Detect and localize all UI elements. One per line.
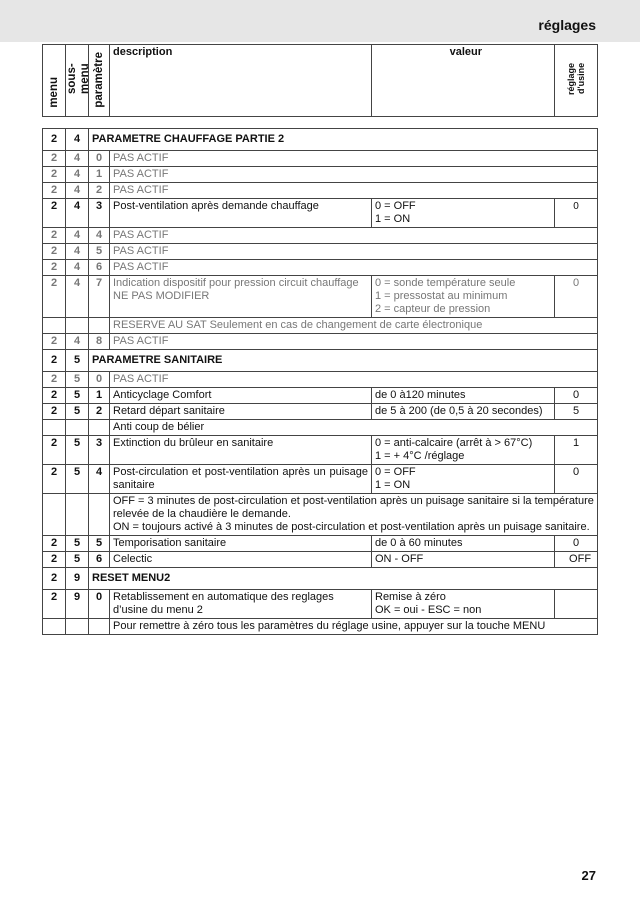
value: de 0 à120 minutes	[372, 388, 555, 404]
empty-cell	[43, 318, 66, 334]
empty-cell	[89, 494, 110, 536]
description: PAS ACTIF	[110, 260, 598, 276]
note-text: Anti coup de bélier	[110, 420, 598, 436]
factory-setting: 0	[555, 199, 598, 228]
menu-number: 2	[43, 436, 66, 465]
parameter-row	[43, 244, 598, 260]
param-number: 4	[89, 228, 110, 244]
parameter-row	[43, 536, 598, 552]
param-number: 5	[89, 536, 110, 552]
menu-number: 2	[43, 260, 66, 276]
description: Retard départ sanitaire	[110, 404, 372, 420]
description: PAS ACTIF	[110, 167, 598, 183]
section-title: réglages	[538, 17, 596, 33]
menu-number: 2	[43, 536, 66, 552]
description: Retablissement en automatique des reglages d’usine du menu 2	[110, 590, 372, 619]
empty-cell	[66, 420, 89, 436]
param-number: 2	[89, 183, 110, 199]
param-number: 3	[89, 436, 110, 465]
value: 0 = sonde température seule 1 = pressostat au minimum 2 = capteur de pression	[372, 276, 555, 318]
menu-number: 2	[43, 129, 66, 151]
submenu-number: 4	[66, 183, 89, 199]
empty-cell	[43, 494, 66, 536]
parameter-table	[42, 128, 598, 635]
param-number: 4	[89, 465, 110, 494]
col-description: description	[110, 45, 372, 117]
param-number: 2	[89, 404, 110, 420]
description: PAS ACTIF	[110, 372, 598, 388]
param-number: 7	[89, 276, 110, 318]
submenu-number: 5	[66, 388, 89, 404]
parameter-row	[43, 151, 598, 167]
value: de 0 à 60 minutes	[372, 536, 555, 552]
menu-number: 2	[43, 350, 66, 372]
page-header	[0, 0, 640, 42]
col-menu: menu	[43, 45, 66, 117]
menu-number: 2	[43, 372, 66, 388]
parameter-row	[43, 590, 598, 619]
parameter-row	[43, 404, 598, 420]
param-number: 0	[89, 151, 110, 167]
menu-number: 2	[43, 228, 66, 244]
section-title: RESET MENU2	[89, 568, 598, 590]
submenu-number: 4	[66, 276, 89, 318]
description: Extinction du brûleur en sanitaire	[110, 436, 372, 465]
param-number: 6	[89, 260, 110, 276]
menu-number: 2	[43, 183, 66, 199]
parameter-row	[43, 388, 598, 404]
section-header-row	[43, 568, 598, 590]
section-header-row	[43, 129, 598, 151]
parameter-row	[43, 167, 598, 183]
value: 0 = OFF 1 = ON	[372, 199, 555, 228]
menu-number: 2	[43, 465, 66, 494]
empty-cell	[43, 619, 66, 635]
submenu-number: 4	[66, 244, 89, 260]
submenu-number: 5	[66, 536, 89, 552]
factory-setting: 0	[555, 276, 598, 318]
factory-setting: 0	[555, 536, 598, 552]
page-number: 27	[581, 868, 596, 883]
submenu-number: 4	[66, 167, 89, 183]
menu-number: 2	[43, 404, 66, 420]
submenu-number: 5	[66, 372, 89, 388]
description: Celectic	[110, 552, 372, 568]
description: PAS ACTIF	[110, 334, 598, 350]
note-text: OFF = 3 minutes de post-circulation et post-ventilation après un puisage sanitaire si la température relevée de la chaudière le demande. ON = toujours activé à 3 minutes de post-circulation et post-ventilation après un puisage sanitaire.	[110, 494, 598, 536]
factory-setting: 5	[555, 404, 598, 420]
parameter-row	[43, 552, 598, 568]
submenu-number: 5	[66, 436, 89, 465]
section-title: PARAMETRE CHAUFFAGE PARTIE 2	[89, 129, 598, 151]
param-number: 3	[89, 199, 110, 228]
empty-cell	[66, 494, 89, 536]
param-number: 6	[89, 552, 110, 568]
description: Post-circulation et post-ventilation après un puisage sanitaire	[110, 465, 372, 494]
menu-number: 2	[43, 590, 66, 619]
description: Post-ventilation après demande chauffage	[110, 199, 372, 228]
menu-number: 2	[43, 244, 66, 260]
empty-cell	[89, 619, 110, 635]
value: 0 = OFF 1 = ON	[372, 465, 555, 494]
menu-number: 2	[43, 167, 66, 183]
col-value: valeur	[372, 45, 555, 117]
parameter-row	[43, 199, 598, 228]
section-header-row	[43, 350, 598, 372]
empty-cell	[89, 318, 110, 334]
description: PAS ACTIF	[110, 244, 598, 260]
parameter-row	[43, 228, 598, 244]
value: de 5 à 200 (de 0,5 à 20 secondes)	[372, 404, 555, 420]
col-submenu: sous-menu	[66, 45, 89, 117]
description: PAS ACTIF	[110, 183, 598, 199]
submenu-number: 4	[66, 199, 89, 228]
empty-cell	[43, 420, 66, 436]
description: Anticyclage Comfort	[110, 388, 372, 404]
note-text: RESERVE AU SAT Seulement en cas de changement de carte électronique	[110, 318, 598, 334]
param-number: 0	[89, 590, 110, 619]
submenu-number: 4	[66, 228, 89, 244]
col-param: paramètre	[89, 45, 110, 117]
menu-number: 2	[43, 552, 66, 568]
value: ON - OFF	[372, 552, 555, 568]
note-row	[43, 318, 598, 334]
value: Remise à zéro OK = oui - ESC = non	[372, 590, 555, 619]
submenu-number: 5	[66, 404, 89, 420]
description: PAS ACTIF	[110, 228, 598, 244]
factory-setting: 0	[555, 465, 598, 494]
factory-setting: OFF	[555, 552, 598, 568]
note-row	[43, 420, 598, 436]
description: Indication dispositif pour pression circuit chauffage NE PAS MODIFIER	[110, 276, 372, 318]
submenu-number: 5	[66, 350, 89, 372]
menu-number: 2	[43, 334, 66, 350]
menu-number: 2	[43, 199, 66, 228]
parameter-row	[43, 436, 598, 465]
submenu-number: 9	[66, 568, 89, 590]
menu-number: 2	[43, 388, 66, 404]
col-factory: réglage d'usine	[555, 45, 598, 117]
submenu-number: 4	[66, 129, 89, 151]
submenu-number: 4	[66, 260, 89, 276]
parameter-row	[43, 260, 598, 276]
empty-cell	[66, 318, 89, 334]
parameter-row	[43, 334, 598, 350]
factory-setting: 0	[555, 388, 598, 404]
submenu-number: 9	[66, 590, 89, 619]
submenu-number: 4	[66, 151, 89, 167]
parameter-row	[43, 372, 598, 388]
menu-number: 2	[43, 568, 66, 590]
parameter-row	[43, 183, 598, 199]
empty-cell	[89, 420, 110, 436]
note-row	[43, 619, 598, 635]
param-number: 8	[89, 334, 110, 350]
empty-cell	[66, 619, 89, 635]
menu-number: 2	[43, 151, 66, 167]
submenu-number: 5	[66, 552, 89, 568]
column-header-table	[42, 44, 598, 117]
submenu-number: 4	[66, 334, 89, 350]
description: Temporisation sanitaire	[110, 536, 372, 552]
factory-setting: 1	[555, 436, 598, 465]
menu-number: 2	[43, 276, 66, 318]
note-text: Pour remettre à zéro tous les paramètres du réglage usine, appuyer sur la touche MENU	[110, 619, 598, 635]
note-row	[43, 494, 598, 536]
parameter-row	[43, 276, 598, 318]
description: PAS ACTIF	[110, 151, 598, 167]
section-title: PARAMETRE SANITAIRE	[89, 350, 598, 372]
factory-setting	[555, 590, 598, 619]
parameter-row	[43, 465, 598, 494]
submenu-number: 5	[66, 465, 89, 494]
value: 0 = anti-calcaire (arrêt à > 67°C) 1 = + 4°C /réglage	[372, 436, 555, 465]
param-number: 0	[89, 372, 110, 388]
param-number: 5	[89, 244, 110, 260]
param-number: 1	[89, 167, 110, 183]
param-number: 1	[89, 388, 110, 404]
